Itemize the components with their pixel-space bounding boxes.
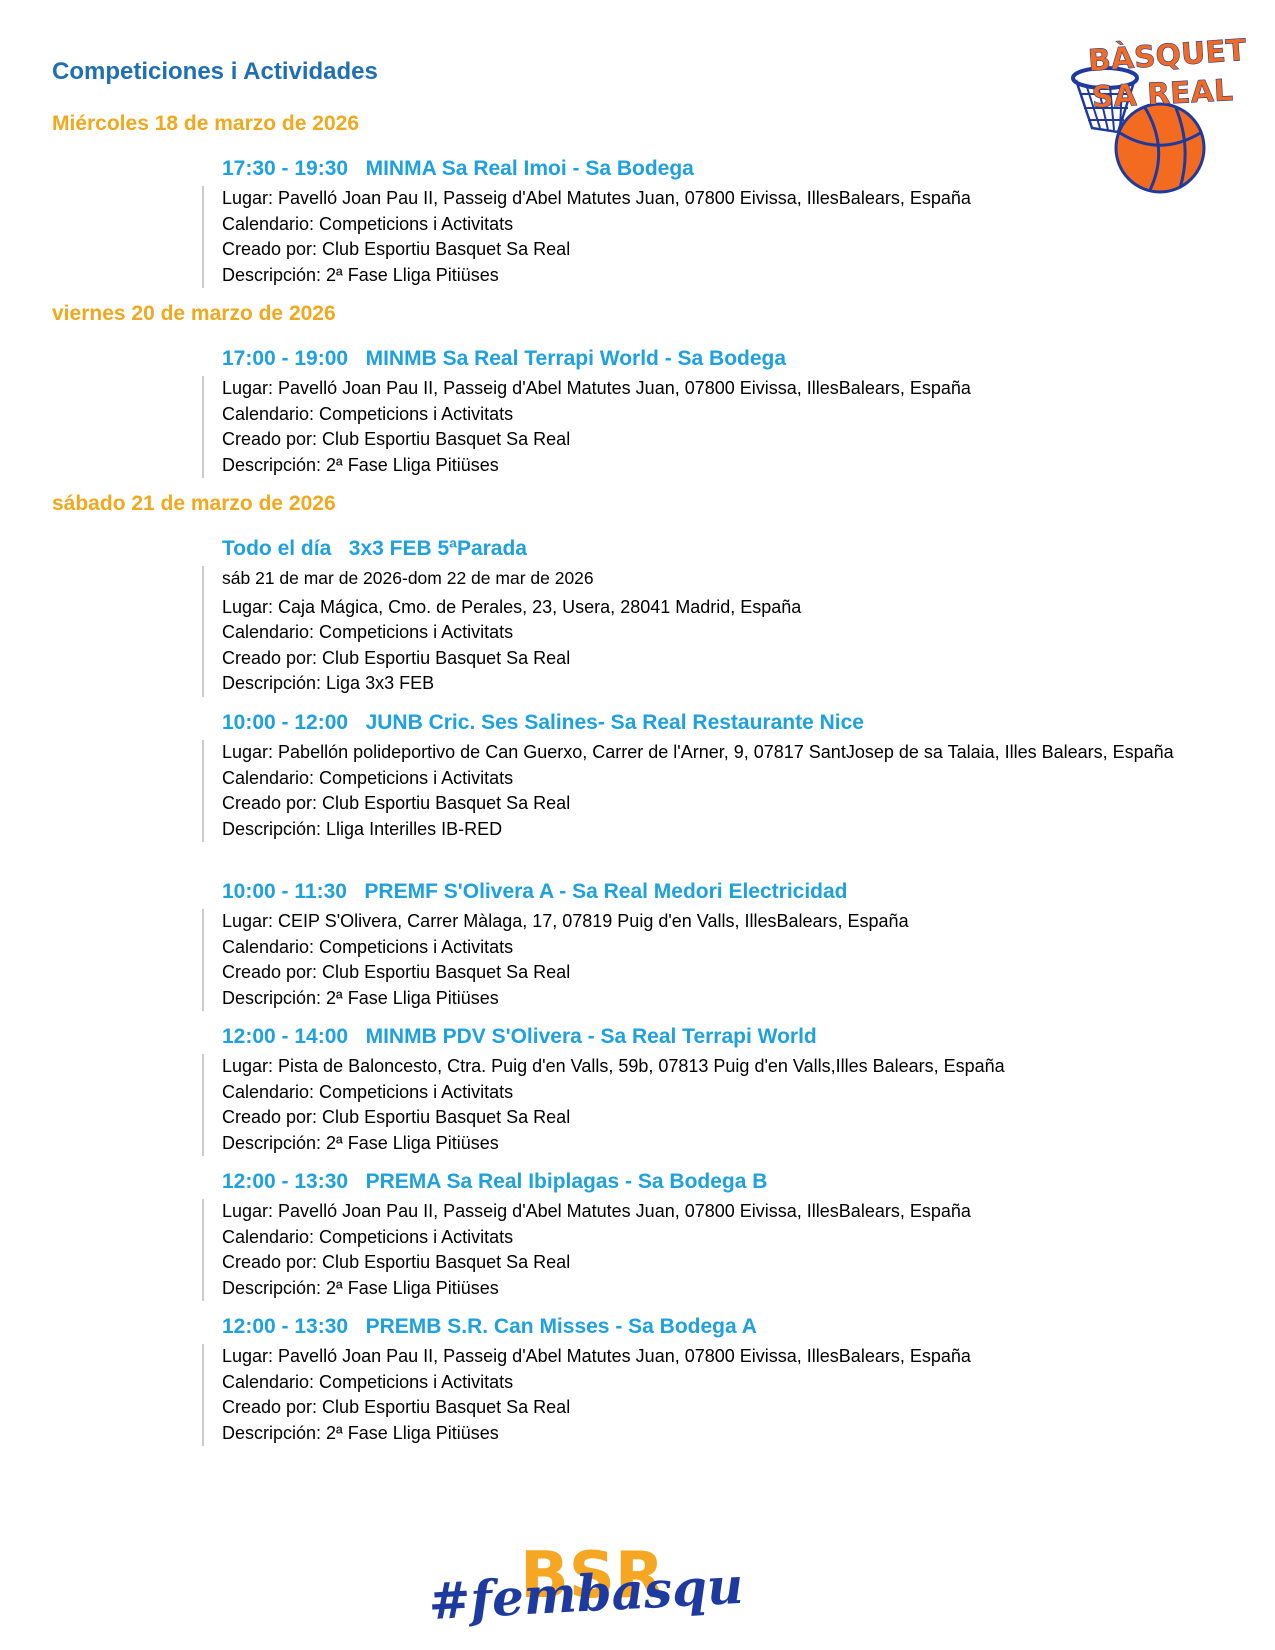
event — [222, 1169, 1242, 1301]
event-creator: Creado por: Club Esportiu Basquet Sa Real — [222, 429, 571, 449]
event-details — [222, 909, 1242, 1011]
event-calendar: Calendario: Competicions i Activitats — [222, 1081, 514, 1102]
event-description: Descripción: Liga 3x3 FEB — [222, 673, 435, 693]
event — [222, 710, 1242, 842]
event-calendar: Calendario: Competicions i Activitats — [222, 622, 514, 642]
footer-logo-graphic — [425, 1525, 745, 1635]
event — [222, 1314, 1242, 1446]
page-title: Competiciones i Actividades — [52, 58, 378, 85]
event-location: Lugar: CEIP S'Olivera, Carrer Màlaga, 17, 07819 Puig d'en Valls, IllesBalears, España — [222, 911, 909, 931]
event-calendar: Calendario: Competicions i Activitats — [222, 767, 514, 788]
event-description: Descripción: 2ª Fase Lliga Pitiüses — [222, 987, 499, 1008]
event-location: Lugar: Caja Mágica, Cmo. de Perales, 23, Usera, 28041 Madrid, España — [222, 596, 802, 617]
event — [222, 1024, 1242, 1156]
day-heading: viernes 20 de marzo de 2026 — [52, 302, 336, 325]
event-creator: Creado por: Club Esportiu Basquet Sa Real — [222, 1252, 571, 1272]
event-date-range: sáb 21 de mar de 2026-dom 22 de mar de 2026 — [222, 568, 594, 588]
event-calendar: Calendario: Competicions i Activitats — [222, 936, 514, 957]
footer-logo — [425, 1525, 745, 1635]
logo-text-basquet: BÀSQUET — [1086, 33, 1248, 79]
event-creator: Creado por: Club Esportiu Basquet Sa Real — [222, 962, 571, 982]
event-divider — [202, 740, 204, 842]
event-title: Todo el día 3x3 FEB 5ªParada — [222, 537, 527, 560]
event-details — [222, 566, 1242, 697]
event-divider — [202, 1054, 204, 1156]
event-divider — [202, 1199, 204, 1301]
day-heading: Miércoles 18 de marzo de 2026 — [52, 112, 359, 135]
event-divider — [202, 186, 204, 288]
event-title: 12:00 - 14:00 MINMB PDV S'Olivera - Sa Real Terrapi World — [222, 1025, 817, 1048]
event-creator: Creado por: Club Esportiu Basquet Sa Real — [222, 647, 571, 668]
event-description: Descripción: 2ª Fase Lliga Pitiüses — [222, 264, 499, 285]
event-calendar: Calendario: Competicions i Activitats — [222, 403, 514, 424]
event-location: Lugar: Pabellón polideportivo de Can Guerxo, Carrer de l'Arner, 9, 07817 SantJosep de sa Talaia, Illes Balears, España — [222, 742, 1174, 762]
event-title: 10:00 - 11:30 PREMF S'Olivera A - Sa Real Medori Electricidad — [222, 880, 848, 903]
event-description: Descripción: 2ª Fase Lliga Pitiüses — [222, 454, 499, 475]
event-creator: Creado por: Club Esportiu Basquet Sa Real — [222, 793, 571, 813]
event-details — [222, 376, 1242, 478]
event-location: Lugar: Pista de Baloncesto, Ctra. Puig d'en Valls, 59b, 07813 Puig d'en Valls,Illes Balears, España — [222, 1056, 1005, 1076]
event-title: 12:00 - 13:30 PREMA Sa Real Ibiplagas - Sa Bodega B — [222, 1170, 768, 1193]
event — [222, 156, 1242, 288]
event-creator: Creado por: Club Esportiu Basquet Sa Real — [222, 1397, 571, 1417]
event-creator: Creado por: Club Esportiu Basquet Sa Real — [222, 239, 571, 259]
event-title: 12:00 - 13:30 PREMB S.R. Can Misses - Sa Bodega A — [222, 1315, 757, 1338]
event — [222, 346, 1242, 478]
footer-brand-text: BSR — [520, 1539, 665, 1613]
event-description: Descripción: 2ª Fase Lliga Pitiüses — [222, 1132, 499, 1153]
event-details — [222, 1054, 1242, 1156]
logo-text-sareal: SA REAL — [1090, 73, 1234, 116]
event-calendar: Calendario: Competicions i Activitats — [222, 1371, 514, 1392]
event — [222, 879, 1242, 1011]
event-title: 17:00 - 19:00 MINMB Sa Real Terrapi World - Sa Bodega — [222, 347, 787, 370]
event-title: 17:30 - 19:30 MINMA Sa Real Imoi - Sa Bodega — [222, 157, 694, 180]
event-calendar: Calendario: Competicions i Activitats — [222, 1226, 514, 1247]
event-divider — [202, 566, 204, 697]
event-location: Lugar: Pavelló Joan Pau II, Passeig d'Abel Matutes Juan, 07800 Eivissa, IllesBalears, España — [222, 378, 971, 398]
day-heading: sábado 21 de marzo de 2026 — [52, 492, 336, 515]
event-description: Descripción: 2ª Fase Lliga Pitiüses — [222, 1277, 499, 1298]
event-calendar: Calendario: Competicions i Activitats — [222, 213, 514, 234]
event-divider — [202, 376, 204, 478]
event-description: Descripción: 2ª Fase Lliga Pitiüses — [222, 1422, 499, 1443]
event-details — [222, 1199, 1242, 1301]
event — [222, 536, 1242, 697]
event-location: Lugar: Pavelló Joan Pau II, Passeig d'Abel Matutes Juan, 07800 Eivissa, IllesBalears, España — [222, 1346, 971, 1366]
event-divider — [202, 909, 204, 1011]
event-details — [222, 186, 1242, 288]
footer-hashtag-text: #fembasquet — [427, 1552, 745, 1632]
event-location: Lugar: Pavelló Joan Pau II, Passeig d'Abel Matutes Juan, 07800 Eivissa, IllesBalears, España — [222, 1201, 971, 1221]
event-location: Lugar: Pavelló Joan Pau II, Passeig d'Abel Matutes Juan, 07800 Eivissa, IllesBalears, España — [222, 188, 971, 208]
event-title: 10:00 - 12:00 JUNB Cric. Ses Salines- Sa Real Restaurante Nice — [222, 711, 864, 734]
event-divider — [202, 1344, 204, 1446]
event-details — [222, 740, 1242, 842]
event-description: Descripción: Lliga Interilles IB-RED — [222, 818, 503, 839]
event-creator: Creado por: Club Esportiu Basquet Sa Real — [222, 1107, 571, 1127]
event-details — [222, 1344, 1242, 1446]
